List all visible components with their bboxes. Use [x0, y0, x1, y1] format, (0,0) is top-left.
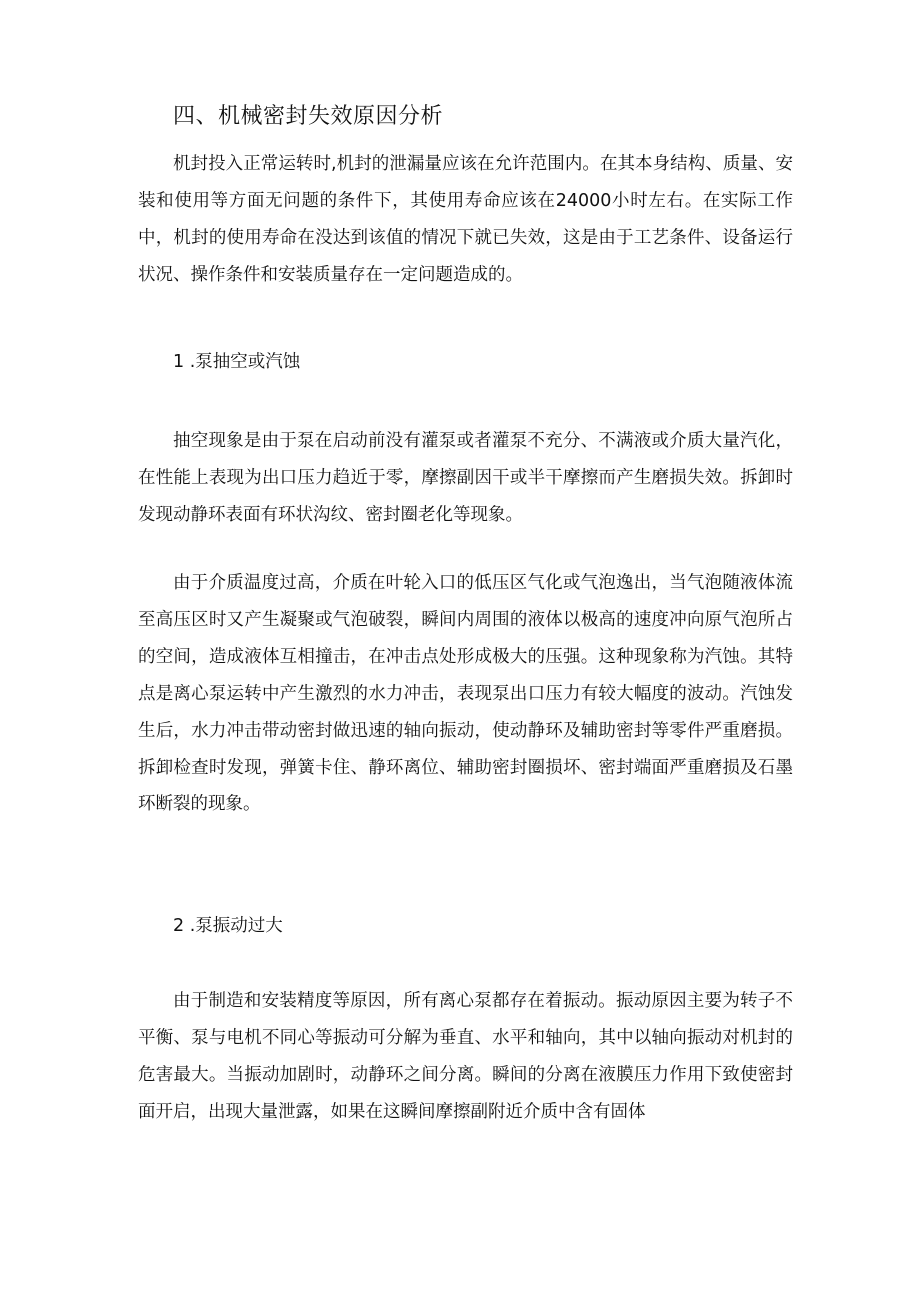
subsection-title-2: 2 .泵振动过大: [173, 916, 283, 936]
paragraph-cavitation-suction: 抽空现象是由于泵在启动前没有灌泵或者灌泵不充分、不满液或介质大量汽化，在性能上表现为出口压力趋近于零，摩擦副因干或半干摩擦而产生磨损失效。拆卸时发现动静环表面有环状沟纹、密封圈老化等现象。: [138, 431, 793, 525]
paragraph-vibration: 由于制造和安装精度等原因，所有离心泵都存在着振动。振动原因主要为转子不平衡、泵与电机不同心等振动可分解为垂直、水平和轴向，其中以轴向振动对机封的危害最大。当振动加剧时，动静环之间分离。瞬间的分离在液膜压力作用下致使密封面开启，出现大量泄露，如果在这瞬间摩擦副附近介质中含有固体: [138, 991, 793, 1122]
subsection-title-1: 1 .泵抽空或汽蚀: [173, 352, 301, 372]
section-heading: 四、机械密封失效原因分析: [173, 104, 444, 129]
intro-paragraph: 机封投入正常运转时,机封的泄漏量应该在允许范围内。在其本身结构、质量、安装和使用等方面无问题的条件下，其使用寿命应该在24000小时左右。在实际工作中，机封的使用寿命在没达到该值的情况下就已失效，这是由于工艺条件、设备运行状况、操作条件和安装质量存在一定问题造成的。: [138, 154, 793, 285]
paragraph-cavitation-detail: 由于介质温度过高，介质在叶轮入口的低压区气化或气泡逸出，当气泡随液体流至高压区时又产生凝聚或气泡破裂，瞬间内周围的液体以极高的速度冲向原气泡所占的空间，造成液体互相撞击，在冲击点处形成极大的压强。这种现象称为汽蚀。其特点是离心泵运转中产生激烈的水力冲击，表现泵出口压力有较大幅度的波动。汽蚀发生后，水力冲击带动密封做迅速的轴向振动，使动静环及辅助密封等零件严重磨损。拆卸检查时发现，弹簧卡住、静环离位、辅助密封圈损坏、密封端面严重磨损及石墨环断裂的现象。: [138, 573, 793, 815]
